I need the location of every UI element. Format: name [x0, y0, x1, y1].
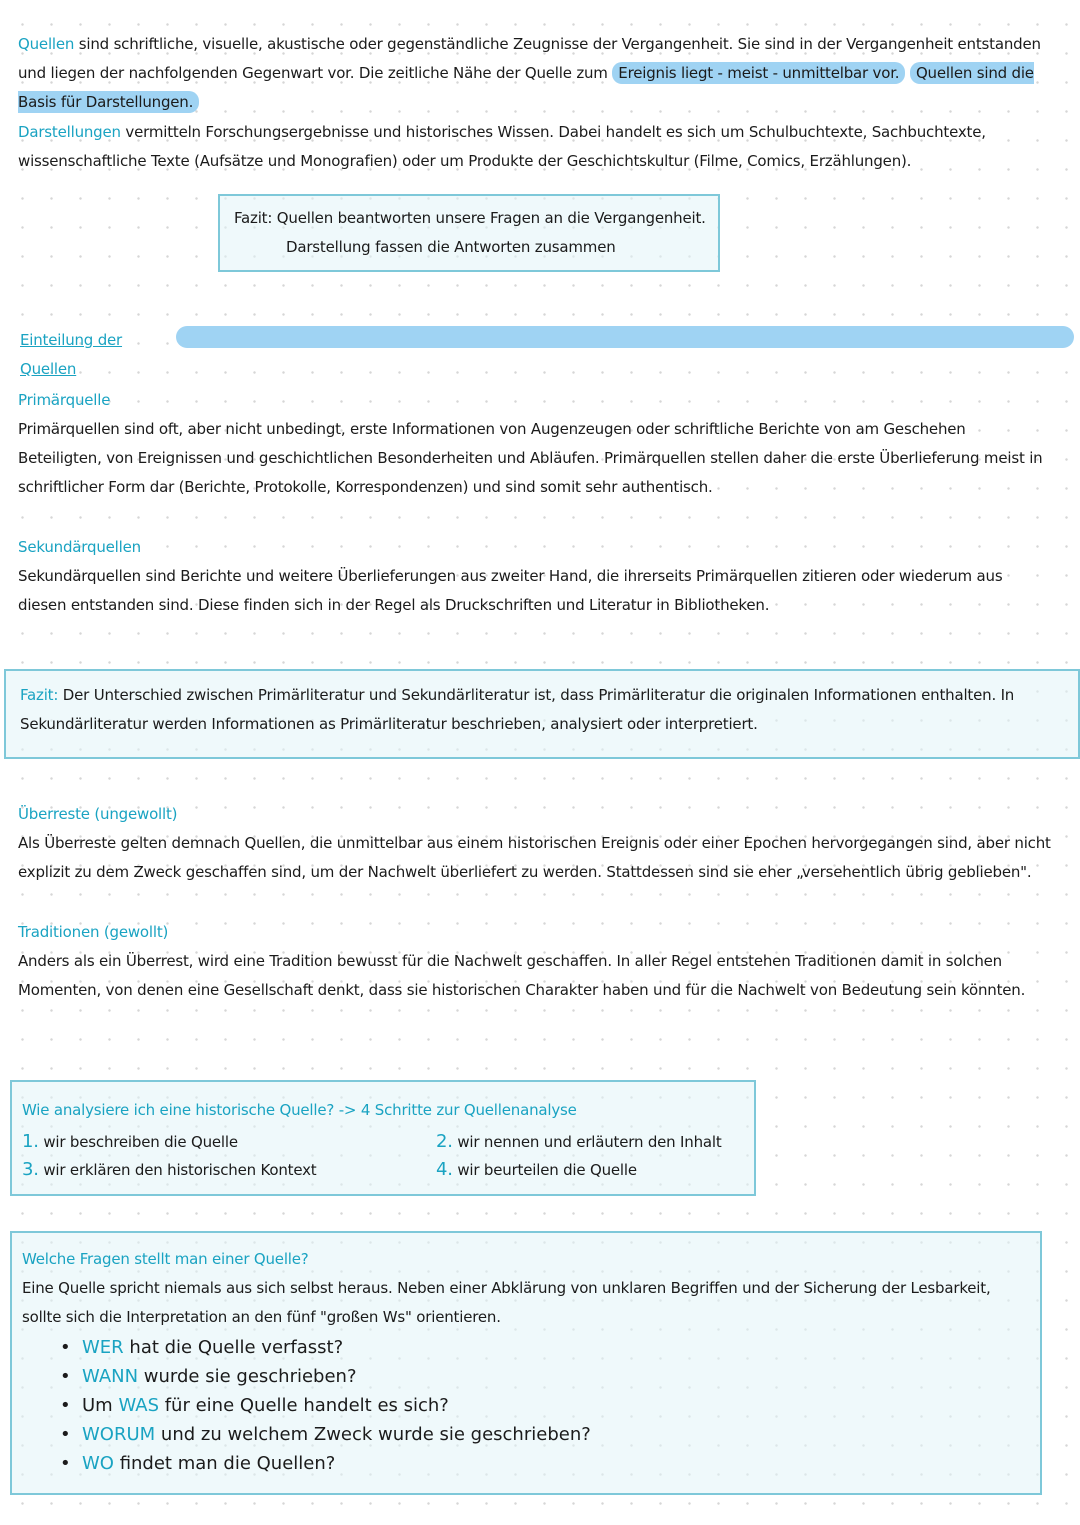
darstellungen-text: vermitteln Forschungsergebnisse und historisches Wissen. Dabei handelt es sich um Schulbuchtexte, Sachbuchtexte, wissenschaftliche Texte (Aufsätze und Monografien) oder um Produkte der Geschichtskultur (Filme, Comics, Erzählungen). [18, 123, 986, 170]
frage-wann-keyword: WANN [82, 1366, 139, 1387]
frage-was [60, 1391, 960, 1420]
sekundaer-heading: Sekundärquellen [18, 538, 141, 556]
fragen-list [60, 1333, 960, 1478]
fazit-box-1 [218, 194, 720, 272]
analyse-box [10, 1080, 756, 1196]
frage-wer [60, 1333, 960, 1362]
einteilung-title: Einteilung der Quellen [20, 331, 123, 378]
step-3-text: wir erklären den historischen Kontext [43, 1161, 317, 1179]
frage-wer-keyword: WER [82, 1337, 124, 1358]
frage-wo-text: findet man die Quellen? [113, 1453, 336, 1474]
fazit-1-label: Fazit: [234, 209, 273, 227]
frage-worum-keyword: WORUM [82, 1424, 156, 1445]
frage-wer-text: hat die Quelle verfasst? [123, 1337, 344, 1358]
darstellungen-term: Darstellungen [18, 123, 121, 141]
step-4-text: wir beurteilen die Quelle [457, 1161, 637, 1179]
fazit-1-text-1: Quellen beantworten unsere Fragen an die Vergangenheit. [272, 209, 706, 227]
fazit-1-line-1 [234, 204, 714, 233]
quellen-highlight-2: Quellen sind die Basis für Darstellungen. [18, 64, 1034, 111]
frage-worum-text: und zu welchem Zweck wurde sie geschrieben? [155, 1424, 591, 1445]
fragen-box [10, 1231, 1042, 1495]
frage-wann-text: wurde sie geschrieben? [138, 1366, 357, 1387]
step-1-text: wir beschreiben die Quelle [43, 1133, 238, 1151]
quellen-highlight-1: Ereignis liegt - meist - unmittelbar vor. [612, 62, 905, 84]
step-1-number: 1. [22, 1131, 39, 1152]
analyse-step-2 [436, 1127, 746, 1157]
frage-was-prefix: Um [82, 1395, 119, 1416]
step-2-text: wir nennen und erläutern den Inhalt [457, 1133, 722, 1151]
ueberreste-heading: Überreste (ungewollt) [18, 805, 178, 823]
step-3-number: 3. [22, 1159, 39, 1180]
frage-worum [60, 1420, 960, 1449]
quellen-text: sind schriftliche, visuelle, akustische oder gegenständliche Zeugnisse der Vergangenheit. Sie sind in der Vergangenheit entstanden und liegen der nachfolgenden Gegenwart vor. Die zeitliche Nähe der Quelle zum [18, 35, 1041, 82]
darstellungen-paragraph [18, 118, 1058, 176]
fazit-2-text: Der Unterschied zwischen Primärliteratur und Sekundärliteratur ist, dass Primärliteratur die originalen Informationen enthalten. In Sekundärliteratur werden Informationen as Primärliteratur beschrieben, analysiert oder interpretiert. [20, 686, 1015, 733]
traditionen-heading: Traditionen (gewollt) [18, 923, 169, 941]
frage-wo [60, 1449, 960, 1478]
fazit-2-content [20, 681, 1070, 739]
fragen-intro: Eine Quelle spricht niemals aus sich selbst heraus. Neben einer Abklärung von unklaren Begriffen und der Sicherung der Lesbarkeit, sollte sich die Interpretation an den fünf "großen Ws" orientieren. [22, 1279, 991, 1326]
step-4-number: 4. [436, 1159, 453, 1180]
fazit-2-label: Fazit: [20, 686, 59, 704]
analyse-step-3 [22, 1155, 402, 1185]
quellen-paragraph [18, 30, 1058, 117]
primaer-text: Primärquellen sind oft, aber nicht unbedingt, erste Informationen von Augenzeugen oder schriftliche Berichte von am Geschehen Beteiligten, von Ereignissen und geschichtlichen Besonderheiten und Abläufen. Primärquellen stellen daher die erste Überlieferung meist in schriftlicher Form dar (Berichte, Protokolle, Korrespondenzen) und sind somit sehr authentisch. [18, 420, 1043, 496]
frage-was-text: für eine Quelle handelt es sich? [159, 1395, 449, 1416]
frage-was-keyword: WAS [118, 1395, 159, 1416]
frage-wann [60, 1362, 960, 1391]
step-2-number: 2. [436, 1131, 453, 1152]
fragen-title: Welche Fragen stellt man einer Quelle? [22, 1250, 309, 1268]
sekundaer-text: Sekundärquellen sind Berichte und weitere Überlieferungen aus zweiter Hand, die ihrerseits Primärquellen zitieren oder wiederum aus diesen entstanden sind. Diese finden sich in der Regel als Druckschriften und Literatur in Bibliotheken. [18, 567, 1003, 614]
einteilung-highlight-bar [176, 326, 1074, 348]
analyse-step-4 [436, 1155, 746, 1185]
ueberreste-text: Als Überreste gelten demnach Quellen, die unmittelbar aus einem historischen Ereignis oder einer Epochen hervorgegangen sind, aber nicht explizit zu dem Zweck geschaffen sind, um der Nachwelt überliefert zu werden. Stattdessen sind sie eher „versehentlich übrig geblieben". [18, 834, 1051, 881]
einteilung-heading [20, 326, 180, 384]
fazit-1-line-2: Darstellung fassen die Antworten zusammen [286, 238, 616, 256]
fazit-box-2 [4, 669, 1080, 759]
analyse-title: Wie analysiere ich eine historische Quelle? -> 4 Schritte zur Quellenanalyse [22, 1101, 577, 1119]
traditionen-text: Anders als ein Überrest, wird eine Tradition bewusst für die Nachwelt geschaffen. In aller Regel entstehen Traditionen damit in solchen Momenten, von denen eine Gesellschaft denkt, dass sie historischen Charakter haben und für die Nachwelt von Bedeutung sein könnten. [18, 952, 1026, 999]
quellen-term: Quellen [18, 35, 75, 53]
primaer-heading: Primärquelle [18, 391, 111, 409]
analyse-step-1 [22, 1127, 402, 1157]
frage-wo-keyword: WO [82, 1453, 114, 1474]
